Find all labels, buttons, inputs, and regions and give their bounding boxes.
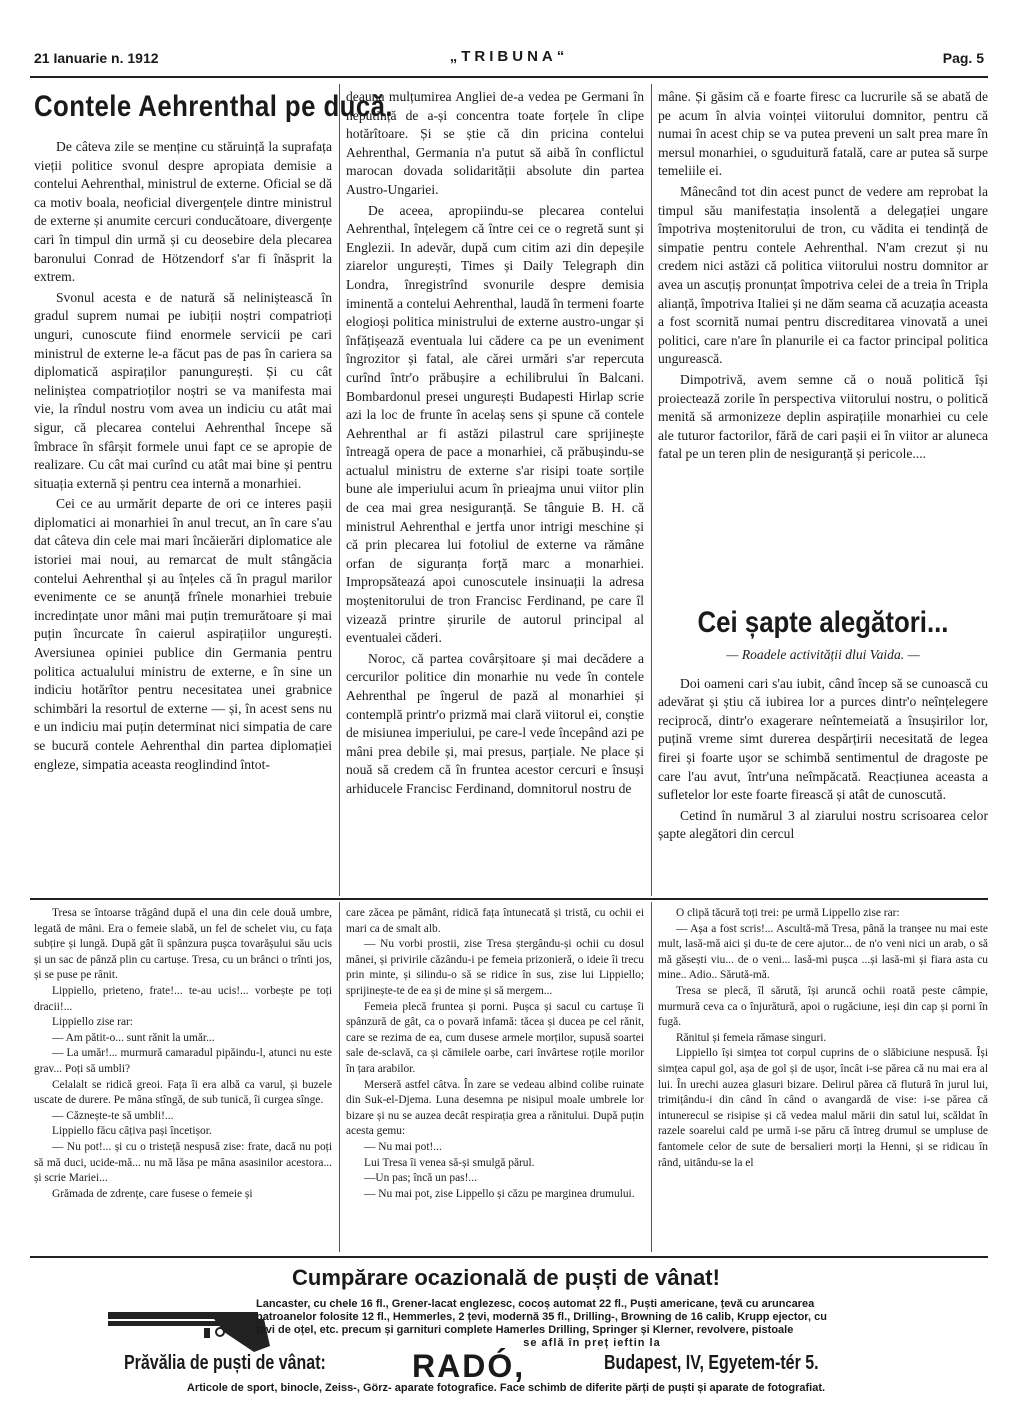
- feuilleton-column-3: [658, 906, 988, 1171]
- feuilleton-paragraph: Grămada de zdrențe, care fusese o femeie și: [52, 1187, 253, 1200]
- feuilleton-paragraph: — La umăr!... murmură camaradul pipăindu-l, atunci nu este grav... Poți să umbli?: [34, 1047, 332, 1075]
- page-number: Pag. 5: [942, 50, 984, 66]
- header-rule: [30, 76, 988, 78]
- ad-footer: Articole de sport, binocle, Zeiss-, Görz- aparate fotografice. Face schimb de diferite părți de puști și aparate de fotografiat.: [186, 1382, 826, 1394]
- feuilleton-paragraph: Rănitul și femeia rămase singuri.: [676, 1031, 827, 1044]
- article-paragraph: Svonul acesta e de natură să neliniștească în gradul suprem numai pe iubiții noștri compatrioți unguri, cunoscute fiind enormele servicii pe cari ministrul de externe le-a făcut pas de pas în cariera sa diplomatică aspiraților panungurești. Și cu cât neliniștea compatrioților noștri se va manifesta mai vie, la rîndul nostru vom avea un indiciu cu atât mai sigur, că plecarea contelui Aehrenthal începe să îmbrace în sfârșit formele unui fapt ce se apropie de realizare. Cu cât mai curînd cu atât mai bine și pentru situația externă și pentru cea internă a monarhiei.: [34, 289, 332, 491]
- page-header: [34, 46, 984, 74]
- feuilleton-paragraph: — Așa a fost scris!... Ascultă-mă Tresa, până la tranșee nu mai este mult, lasă-mă aici și du-te de cere ajutor... de n'o veni nici un arab, o să mă găsești viu... de o veni... lasă-mi pușca ...și lasă-mi și fiara asta cu mine.. Adio.. Sărută-mă.: [658, 922, 988, 982]
- feuilleton-paragraph: — Nu pot!... și cu o tristeță nespusă zise: frate, dacă nu poți să mă duci, ucide-mă... nu mă lăsa pe mâna asasinilor acestora... și scrie Mariei...: [34, 1140, 332, 1185]
- feuilleton-paragraph: O clipă tăcură toți trei: pe urmă Lippello zise rar:: [676, 907, 900, 919]
- ad-details: [256, 1298, 928, 1350]
- ad-address: Budapest, IV, Egyetem-tér 5.: [604, 1352, 819, 1374]
- feuilleton-paragraph: — Am pătit-o... sunt rănit la umăr...: [52, 1031, 215, 1044]
- newspaper-title: „TRIBUNA“: [449, 48, 569, 65]
- article-paragraph: Cei ce au urmărit departe de ori ce interes pașii diplomatici ai monarhiei în anul trecut, an în care s'au dat câteva din cele mai mari încăierări diplomatice ale istoriei mai noui, au remarcat de mult stângăcia contelui Aehrenthal și au înțeles că în pragul marilor evenimente ce se anunță frînele monarhiei trebuie incredințate unor mâni mai puțin tremurătoare și mai puțin încurcate în caierul aspirațiilor ungurești. Aversiunea opiniei publice din Germania pentru politica actualului ministru de externe, e în sine un indiciu hotărîtor pentru necesitatea unei grabnice schimbări la resortul de externe — și, în acest sens nu e un indiciu mai puțin determinat nici simpatia de care se bucură contele Aehrenthal din partea diplomației engleze, simpatia aceasta reoglindind întot-: [34, 496, 332, 772]
- feuilleton-paragraph: Tresa se întoarse trăgând după el una din cele două umbre, legată de mâni. Era o femeie slabă, un fel de schelet viu, cu fața subțire și lungă. După gât îi spânzura pușca tovarășului său ucis și un sac de pânză plin cu cartușe. Tresa, cu un brânci o trînti jos, și se puse pe rânit.: [34, 907, 332, 982]
- ad-headline: Cumpărare ocazională de puști de vânat!: [292, 1265, 720, 1290]
- feuilleton-paragraph: Lippiello zise rar:: [52, 1016, 133, 1029]
- feuilleton-paragraph: Lippiello își simțea tot corpul cuprins de o slăbiciune nespusă. Își simțea capul gol, așa de gol și de ușor, încât i-se părea că nu mai era al lui. În urechi auzea glasuri bizare. Delirul părea că fluturâ în jurul lui, trimițându-i din când în când o avangardă de vise: i-se părea că intunerecul se risipise și că vedea malul mării din satul lui, scăldat în razele soarelui cald pe urmă i-se păru că întreg drumul se umpluse de fantomele celor de sute de bersalieri morți la Henni, și se ridicau în rând, uitându-se la el: [658, 1047, 988, 1169]
- column-1: [34, 88, 394, 774]
- column-divider: [651, 902, 652, 1252]
- column-divider: [339, 84, 340, 896]
- article-paragraph: Mânecând tot din acest punct de vedere am reprobat la timpul său manifestația insolentă a delegației ungare împotriva moștenitorului de tron, cu vădita ei tendință de simpatie pentru contele Aehrenthal. N'am crezut și nu credem nici astăzi că politica viitorului nostru domnitor ar avea un ascuțiș pronunțat împotriva celei de a treia în Tripla alianță, împotriva Italiei și ne dăm seama că acuzația aceasta a fost scornită numai pentru discreditarea vinovată a unei politici, care n'are în planurile ei ca factor principal politica ungurească.: [658, 183, 988, 367]
- column-3: [658, 88, 988, 464]
- feuilleton-paragraph: Celalalt se ridică greoi. Fața îi era albă ca varul, și buzele uscate de durere. Pe mâna stîngă, de sub tunică, îi curgea sînge.: [34, 1078, 332, 1107]
- feuilleton-paragraph: — Nu mai pot, zise Lippello și căzu pe marginea drumului.: [364, 1187, 635, 1200]
- feuilleton-paragraph: —Un pas; încă un pas!...: [364, 1172, 477, 1185]
- article-2-headline: Cei șapte alegători...: [697, 606, 949, 639]
- article-2: [658, 606, 988, 844]
- advertisement: [84, 1264, 928, 1392]
- article-headline: Contele Aehrenthal pe ducă.: [34, 90, 394, 123]
- article-paragraph: deauna mulțumirea Angliei de-a vedea pe Germani în neputință de a-și concentra toate forțele în clipe hotărîtoare. Și se știe că din pricina contelui Aehrenthal, Germania n'a putut să aibă în conflictul marocan dovada solidarității absolute din partea Austro-Ungariei.: [346, 89, 644, 197]
- feuilleton-paragraph: care zăcea pe pământ, ridică fața întunecată și tristă, cu ochii ei mari ca de smalt alb.: [346, 907, 644, 935]
- ad-rule: [30, 1256, 988, 1258]
- column-divider: [651, 84, 652, 896]
- feuilleton-paragraph: Lippiello, prieteno, frate!... te-au ucis!... vorbește pe toți dracii!...: [34, 984, 332, 1013]
- ad-line: Lancaster, cu chele 16 fl., Grener-lacat englezesc, cocoș automat 22 fl., Puști americane, țevă cu aruncarea: [256, 1298, 815, 1310]
- article-paragraph: Dimpotrivă, avem semne că o nouă politică își proiectează zorile în perspectiva viitorului nostru, o politică menită să armonizeze deplin aspirațiile monarhiei cu cele ale tuturor factorilor, fără de cari pașii ei în viitor ar aluneca fatal pe un teren plin de nesiguranță și pericole....: [658, 371, 988, 462]
- article-paragraph: Cetind în numărul 3 al ziarului nostru scrisoarea celor șapte alegători din cercul: [658, 807, 988, 842]
- ad-line: se află în preț ieftin la: [523, 1337, 661, 1349]
- ad-shop-name: Prăvălia de puști de vânat:: [124, 1352, 326, 1374]
- feuilleton-paragraph: Merseră astfel câtva. În zare se vedeau albind colibe ruinate din Suk-el-Djema. Luna desemna pe nisipul moale umbrele lor bizare și nu se auzea decât respirația grea a rănitului. După puțin acesta gemu:: [346, 1078, 644, 1138]
- feuilleton-column-1: [34, 906, 332, 1202]
- feuilleton-paragraph: Lippiello făcu câțiva pași încetișor.: [52, 1125, 212, 1138]
- feuilleton-paragraph: — Nu vorbi prostii, zise Tresa ștergându-și ochii cu dosul mânei, și privirile căzându-i pe femeia prizonieră, o ideie îi trecu prin minte, și silindu-o să se ridice în sus, zise lui Lippiello; sprijinește-te de ea și de mine și să mergem...: [346, 938, 644, 997]
- feuilleton-paragraph: — Căznește-te să umbli!...: [52, 1109, 174, 1122]
- feuilleton-paragraph: Tresa se plecă, îl sărută, își aruncă ochii roată peste câmpie, murmură ceva ca o înjurătură, apoi o rugăciune, ieși din cap și porni în fugă.: [658, 984, 988, 1029]
- ad-brand: RADÓ,: [412, 1348, 526, 1384]
- ad-line: țevi de oțel, etc. precum și garnituri complete Hamerles Drilling, Springer și Klerner, revolvere, pistoale: [256, 1324, 794, 1336]
- shotgun-icon: [104, 1302, 274, 1356]
- article-paragraph: Noroc, că partea covârșitoare și mai decădere a cercurilor politice din monarhie nu vede în contele Aehrenthal pe îngerul de pază al monarhiei și contemplă printr'o prizmă mai clară viitorul ei, conștie de misiunea imperiului, pe care-l vede începând azi pe mâni prea debile și, mai presus, parțiale. Ne place și nouă să credem că în fruntea acestor cercuri e însuși arhiducele Francisc Ferdinand, domnitorul nostru de: [346, 650, 644, 796]
- article-paragraph: mâne. Și găsim că e foarte firesc ca lucrurile să se abată de pe acum în alvia voinței viitorului domnitor, pentru că numai în acest chip se va putea preveni un salt prea mare în mersul monarhiei, o sguduitură fatală, care ar putea să surpe temeliile ei.: [658, 89, 988, 179]
- feuilleton-paragraph: Femeia plecă frunteа și porni. Pușca și sacul cu cartușe îi spânzură de gât, ca o povară infamă: tăcea și ducea pe cel rănit, care se rezima de ea, cum dusese armele morților, supusă soartei sale de-sclavă, ca și cămilele oarbe, cari învârtese roțile morilor în țara arabilor.: [346, 1000, 644, 1075]
- column-2: [346, 88, 644, 799]
- column-divider: [339, 902, 340, 1252]
- issue-date: 21 Ianuarie n. 1912: [34, 50, 159, 66]
- feuilleton-paragraph: — Nu mai pot!...: [364, 1140, 442, 1153]
- ad-shop-row: [84, 1348, 928, 1384]
- ad-line: patroanelor folosite 12 fl., Hemmerles, 2 țevi, modernă 35 fl., Drilling-, Browning de 16 calib, Krupp ejector, cu: [256, 1311, 827, 1323]
- article-paragraph: De câteva zile se menține cu stăruință la suprafața vieții politice svonul despre apropiata demisie a contelui Aehrenthal, ministrul de externe. Oficial se dă ca motiv boala, neoficial divergențele dintre ministrul de externe și anumite cercuri conducătoare, divergențe cari în timpul din urmă și cu deosebire dela plecarea baronului Conrad de Hötzendorf s'ar fi înăsprit la extrem.: [34, 139, 332, 285]
- article-paragraph: De aceea, apropiindu-se plecarea contelui Aehrenthal, înțelegem că între cei ce o regretă sunt și Englezii. In adevăr, după cum citim azi din depeșile ziarelor ungurești, Times și Daily Telegraph din Londra, înregistrînd svonurile despre demisia iminentă a contelui Aehrenthal, laudă în termeni foarte elogioși politica ministrului de externe austro-ungar și înfățișează eventuala lui cădere ca pe un eveniment îngrozitor și fatal, ale cărei urmări s'ar repercuta curînd într'o prăbușire a echilibrului în Balcani. Bombardonul presei ungurești Budapesti Hirlap scrie azi la loc de frunte în acelaș sens și spune că contele Aehrenthal ar fi astăzi pilastrul care sprijinește întreagă opera de pace a monarhiei, că prăbușindu-se actualul ministru de externe s'ar risipi toate sorțile bune ale imperiului acum în prieajma unui viitor plin de cea mai grea nesiguranță. Se tânguie B. H. că ministrul Aehrenthal e jertfa unor intrigi meschine și că prin plecarea lui fotoliul de externe va rămâne orfan de siguranța forță marc a monarhiei. Impropsăteazá apoi cunoscutele insinuații la adresa moștenitorului de tron Francisc Ferdinand, pe care îl vizează printre șirurile de autorul principal al eventualei căderi.: [346, 202, 644, 646]
- feuilleton-rule: [30, 898, 988, 900]
- article-paragraph: Doi oameni cari s'au iubit, când încep să se cunoască cu adevărat și știu că iubirea lor a purces dintr'o neînțelegere reciprocă, dintr'o exagerare neîntemeiată a însușirilor lor, puțină vreme simt durerea despărțirii necesitată de legea firei și foarte ușor se schimbă sentimentul de dragoste pe care l'au avut, într'una neîmpăcată. Reacțiunea aceasta a sufletelor lor este foarte firească și atât de cunoscută.: [658, 675, 988, 803]
- feuilleton-column-2: [346, 906, 644, 1202]
- feuilleton-paragraph: Lui Tresa îi venea să-și smulgă părul.: [364, 1156, 535, 1169]
- article-2-subhead: — Roadele activității dlui Vaida. —: [726, 647, 920, 662]
